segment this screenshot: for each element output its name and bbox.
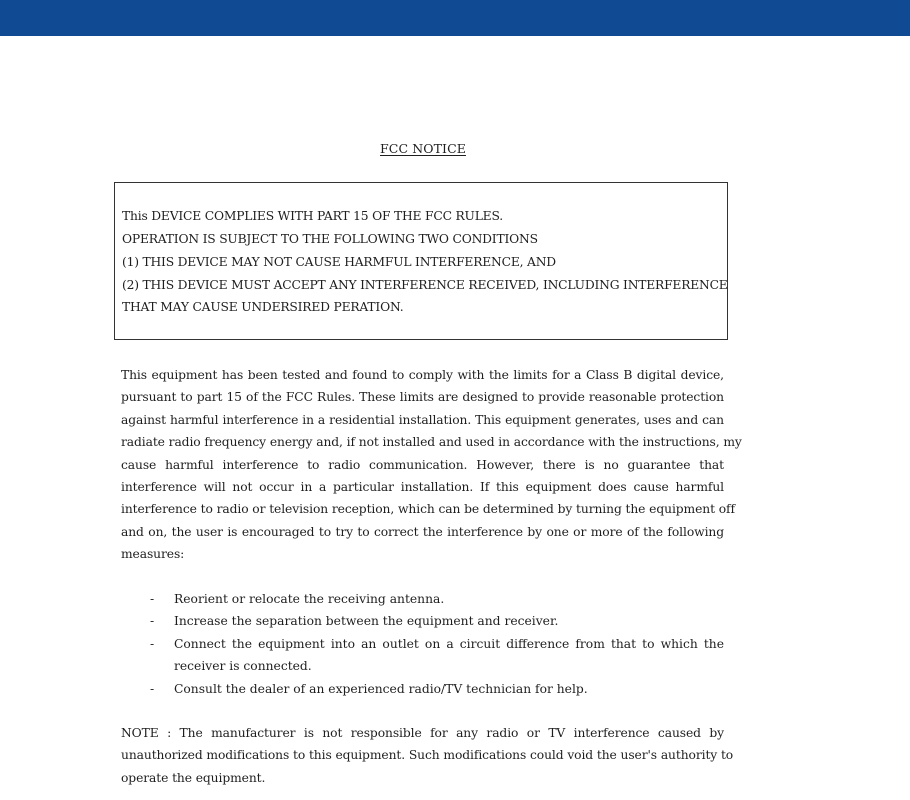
- notice-line: THAT MAY CAUSE UNDERSIRED PERATION.: [122, 300, 404, 314]
- dash-marker: -: [150, 592, 155, 606]
- dash-marker: -: [150, 614, 155, 629]
- notice-line: OPERATION IS SUBJECT TO THE FOLLOWING TWO CONDITIONS: [122, 232, 538, 246]
- notice-line: This DEVICE COMPLIES WITH PART 15 OF THE FCC RULES.: [122, 209, 503, 223]
- page-title: FCC NOTICE: [380, 141, 466, 156]
- paragraph-line: and on, the user is encouraged to try to correct the interference by one or more of the following: [121, 524, 724, 539]
- list-item-text: Increase the separation between the equipment and receiver.: [174, 614, 559, 629]
- paragraph-line: This equipment has been tested and found to comply with the limits for a Class B digital device,: [121, 368, 724, 382]
- paragraph-line: cause harmful interference to radio communication. However, there is no guarantee that: [121, 457, 724, 472]
- list-item-text: Connect the equipment into an outlet on a circuit difference from that to which the: [174, 636, 724, 651]
- top-header-bar: [0, 0, 910, 36]
- paragraph-line: operate the equipment.: [121, 770, 266, 785]
- notice-line: (2) THIS DEVICE MUST ACCEPT ANY INTERFERENCE RECEIVED, INCLUDING INTERFERENCE: [122, 278, 728, 292]
- list-item: [150, 633, 724, 678]
- paragraph-line: NOTE : The manufacturer is not responsible for any radio or TV interference caused by: [121, 726, 724, 740]
- list-item-text: receiver is connected.: [174, 659, 312, 674]
- measures-list: [150, 588, 724, 700]
- fcc-notice-box: [114, 182, 728, 340]
- list-item-text: Reorient or relocate the receiving antenna.: [174, 592, 445, 606]
- list-item: [150, 610, 724, 632]
- paragraph-line: against harmful interference in a residential installation. This equipment generates, uses and can: [121, 412, 724, 427]
- dash-marker: -: [150, 681, 155, 696]
- paragraph-line: pursuant to part 15 of the FCC Rules. These limits are designed to provide reasonable protection: [121, 390, 724, 405]
- list-item: [150, 678, 724, 700]
- paragraph-line: interference will not occur in a particular installation. If this equipment does cause harmful: [121, 479, 724, 494]
- compliance-paragraph: [121, 364, 742, 566]
- paragraph-line: radiate radio frequency energy and, if not installed and used in accordance with the instructions, my: [121, 435, 742, 450]
- paragraph-line: interference to radio or television reception, which can be determined by turning the equipment off: [121, 502, 735, 517]
- dash-marker: -: [150, 636, 155, 651]
- list-item: [150, 588, 724, 610]
- note-paragraph: [121, 722, 734, 789]
- paragraph-line: measures:: [121, 547, 185, 562]
- notice-line: (1) THIS DEVICE MAY NOT CAUSE HARMFUL INTERFERENCE, AND: [122, 255, 556, 269]
- list-item-text: Consult the dealer of an experienced radio/TV technician for help.: [174, 681, 588, 696]
- paragraph-line: unauthorized modifications to this equipment. Such modifications could void the user's authority to: [121, 748, 734, 763]
